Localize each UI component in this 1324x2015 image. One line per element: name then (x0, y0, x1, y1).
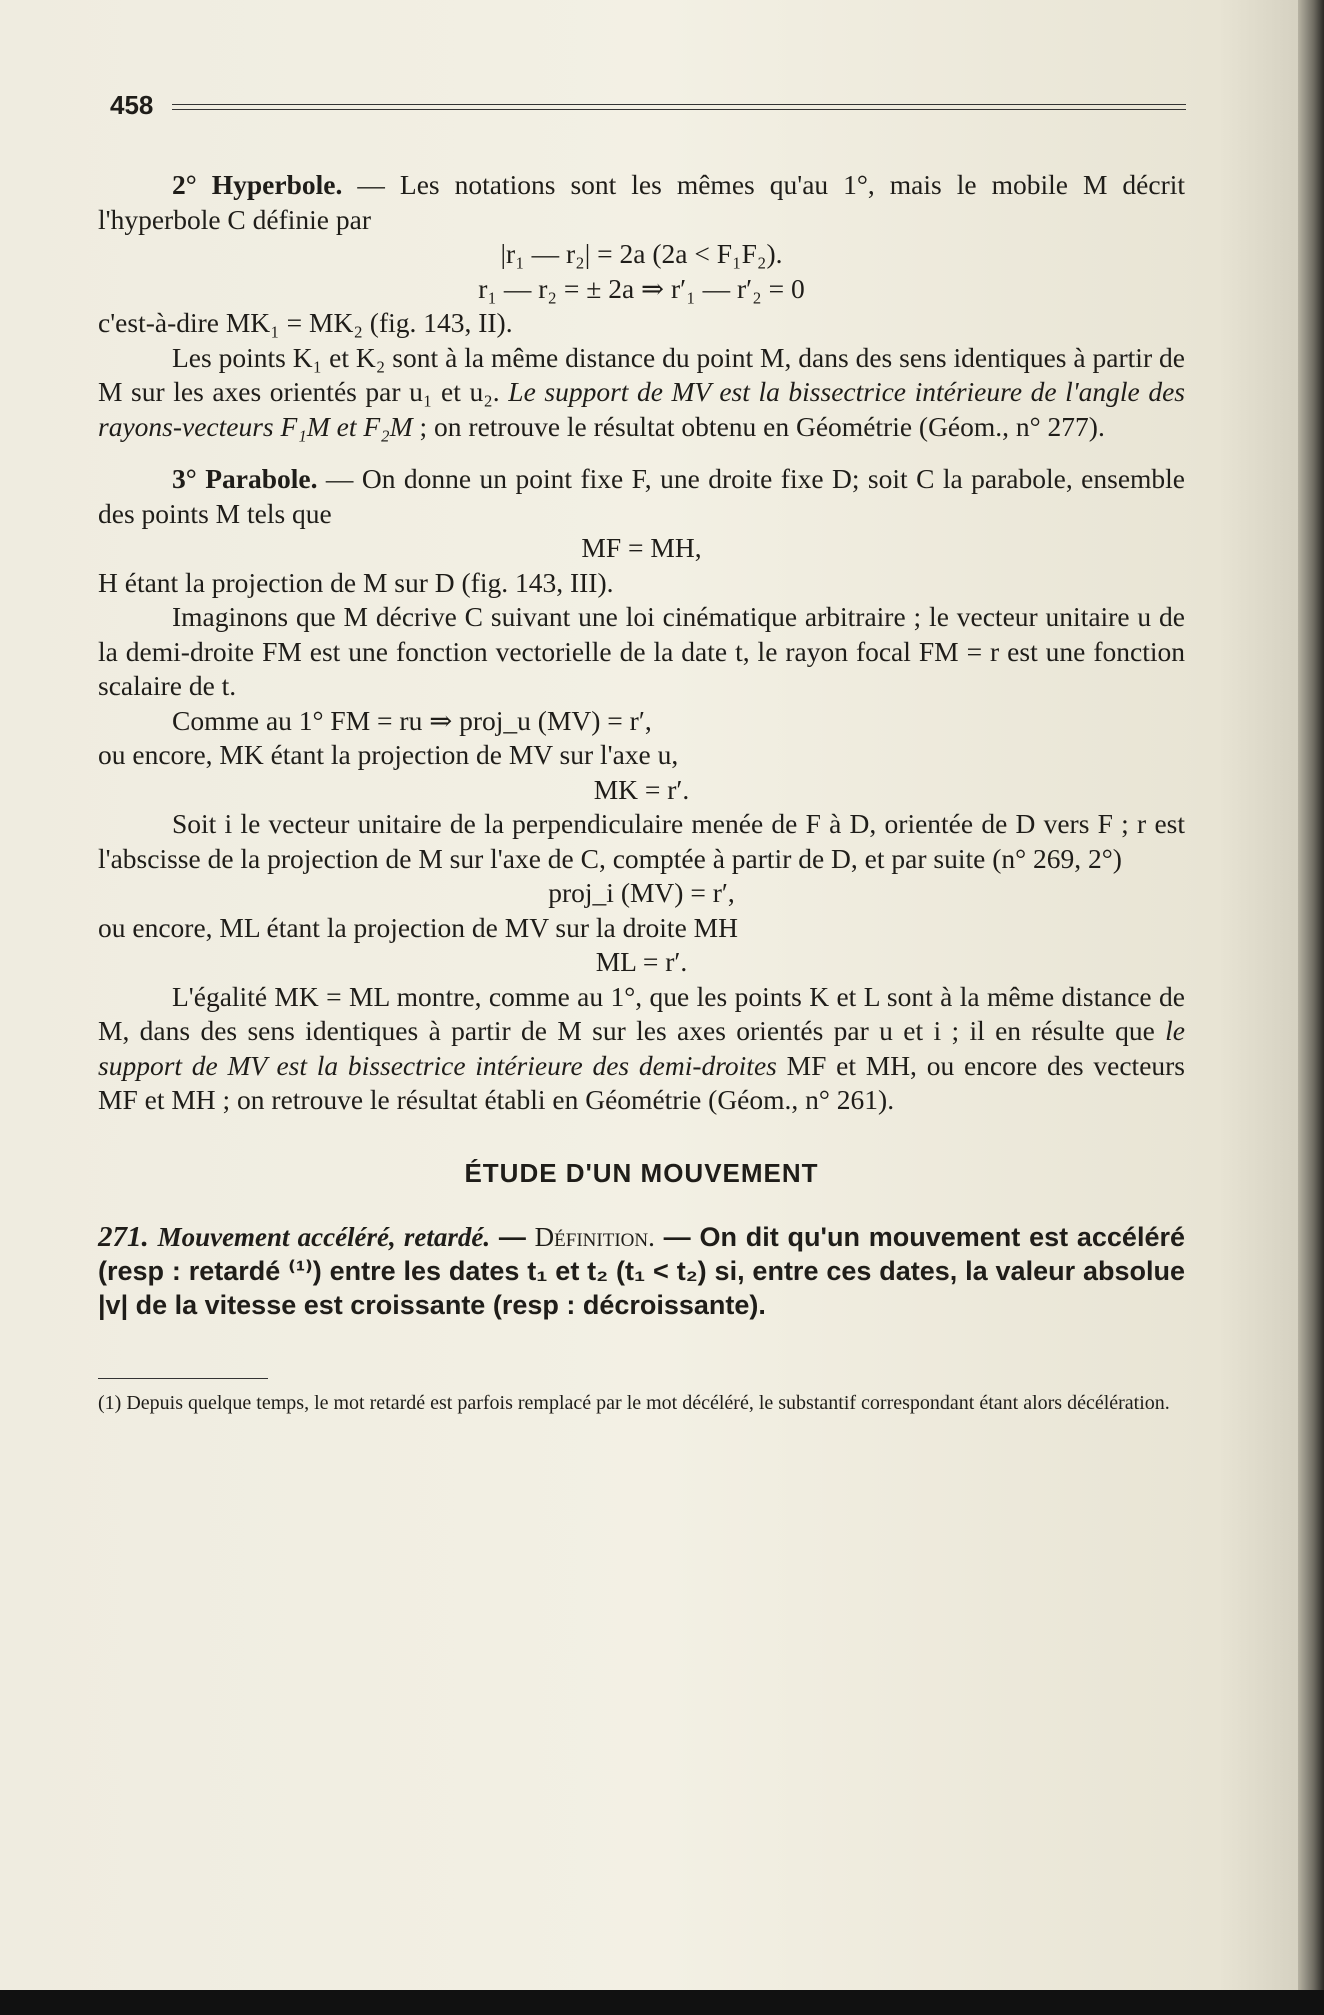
hyperbole-cest-line: c'est-à-dire MK₁ = MK₂ (fig. 143, II). (98, 307, 513, 338)
parabole-ouencore-1: ou encore, MK étant la projection de MV sur l'axe u, (98, 739, 679, 770)
parabole-comme-line: Comme au 1° FM = ru ⇒ proj_u (MV) = r′, (172, 704, 652, 736)
parabole-heading: 3° Parabole. (172, 463, 318, 494)
footnote-rule (98, 1378, 268, 1379)
hyperbole-paragraph-2 (98, 341, 1185, 445)
hyperbole-p2-end: ; on retrouve le résultat obtenu en Géométrie (Géom., n° 277). (419, 410, 1105, 442)
parabole-equation-mk: MK = r′. (593, 773, 690, 805)
parabole-paragraph-2: Imaginons que M décrive C suivant une loi cinématique arbitraire ; le vecteur unitaire u de la demi-droite FM est une fonction vectorielle de la date t, le rayon focal FM = r est une fonction scalaire de t. (98, 601, 1185, 701)
parabole-text: — On donne un point fixe F, une droite fixe D; soit C la parabole, ensemble des points M tels que (98, 463, 1186, 529)
parabole-h-line: H étant la projection de M sur D (fig. 143, III). (98, 566, 614, 598)
definition-text: On dit qu'un mouvement est accéléré (resp : retardé ⁽¹⁾) entre les dates t₁ et t₂ (t₁ < t₂) si, entre ces dates, la valeur absolue |v| de la vitesse est croissante (resp : décroissante). (98, 1222, 1185, 1320)
hyperbole-equation-2: r₁ — r₂ = ± 2a ⇒ r′₁ — r′₂ = 0 (478, 272, 805, 304)
hyperbole-text: — Les notations sont les mêmes qu'au 1°, mais le mobile M décrit l'hyperbole C définie par (98, 169, 1186, 235)
definition-number: 271. (98, 1221, 149, 1253)
hyperbole-equation-1: |r₁ — r₂| = 2a (2a < F₁F₂). (500, 238, 783, 269)
parabole-p4-text: L'égalité MK = ML montre, comme au 1°, que les points K et L sont à la même distance de M, dans des sens identiques à partir de M sur les axes orientés par u et i ; il en résulte que (98, 980, 1185, 1046)
parabole-ouencore-2: ou encore, ML étant la projection de MV sur la droite MH (98, 911, 738, 943)
scan-border (0, 1990, 1324, 2015)
book-spine-shadow (1298, 0, 1324, 2015)
parabole-p4-end: MF et MH, ou encore des vecteurs MF et MH ; on retrouve le résultat établi en Géométrie (Géom., n° 261). (98, 1049, 1186, 1115)
section-title: ÉTUDE D'UN MOUVEMENT (464, 1157, 819, 1188)
parabole-paragraph-4 (98, 980, 1185, 1118)
definition-label: Définition. (534, 1222, 655, 1252)
page-number: 458 (110, 90, 154, 120)
hyperbole-p2-text: Les points K₁ et K₂ sont à la même distance du point M, dans des sens identiques à partir de M sur les axes orientés par u₁ et u₂. (98, 341, 1185, 407)
definition-paragraph: 271. Mouvement accéléré, retardé. — Définition. — On dit qu'un mouvement est accéléré (resp : retardé ⁽¹⁾) entre les dates t₁ et t₂ (t₁ < t₂) si, entre ces dates, la valeur absolue |v| de la vitesse est croissante (resp : décroissante). (98, 1221, 1185, 1320)
page-header (110, 90, 1186, 130)
hyperbole-heading: 2° Hyperbole. (172, 169, 343, 200)
header-rule (172, 104, 1186, 105)
header-rule (172, 109, 1186, 110)
hyperbole-p2-italic: Le support de MV est la bissectrice intérieure de l'angle des rayons-vecteurs F₁M et F₂M (98, 376, 1185, 442)
parabole-equation-ml: ML = r′. (595, 946, 688, 977)
parabole-equation-1: MF = MH, (581, 532, 702, 563)
parabole-paragraph (98, 462, 1185, 531)
hyperbole-paragraph (98, 168, 1185, 237)
footnote: (1) Depuis quelque temps, le mot retardé est parfois remplacé par le mot décéléré, le substantif correspondant étant alors décélération. (98, 1392, 1170, 1414)
definition-title: Mouvement accéléré, retardé. (157, 1222, 491, 1252)
page-body (98, 168, 1185, 1415)
parabole-paragraph-3: Soit i le vecteur unitaire de la perpendiculaire menée de F à D, orientée de D vers F ; r est l'abscisse de la projection de M sur l'axe de C, comptée à partir de D, et par suite (n° 269, 2°) (98, 808, 1185, 874)
parabole-p4-italic: le support de MV est la bissectrice intérieure des demi-droites (98, 1015, 1185, 1081)
parabole-equation-proji: proj_i (MV) = r′, (548, 877, 735, 908)
